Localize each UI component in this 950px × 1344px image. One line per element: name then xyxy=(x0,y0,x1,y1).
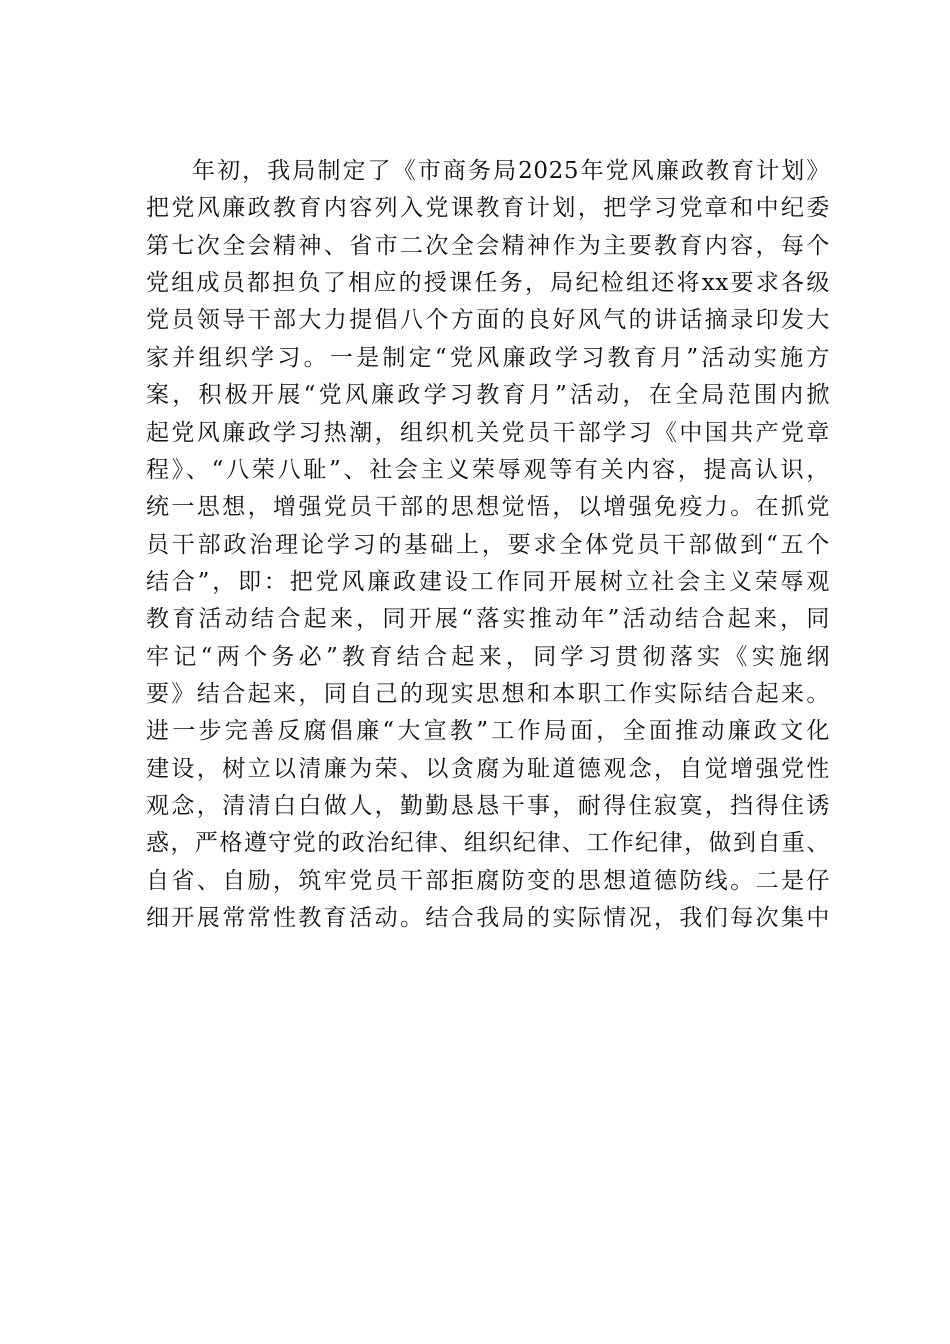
text-line: 结合”，即：把党风廉政建设工作同开展树立社会主义荣辱观 xyxy=(146,568,830,595)
text-line: 第七次全会精神、省市二次全会精神作为主要教育内容，每个 xyxy=(146,232,830,259)
text-line: 党组成员都担负了相应的授课任务，局纪检组还将xx要求各级 xyxy=(146,270,830,297)
text-line: 员干部政治理论学习的基础上，要求全体党员干部做到“五个 xyxy=(146,531,830,558)
text-line: 起党风廉政学习热潮，组织机关党员干部学习《中国共产党章 xyxy=(146,419,830,446)
text-line: 建设，树立以清廉为荣、以贪腐为耻道德观念，自觉增强党性 xyxy=(146,755,830,782)
text-line: 把党风廉政教育内容列入党课教育计划，把学习党章和中纪委 xyxy=(146,195,830,222)
text-line: 细开展常常性教育活动。结合我局的实际情况，我们每次集中 xyxy=(146,905,830,932)
text-line: 牢记“两个务必”教育结合起来，同学习贯彻落实《实施纲 xyxy=(146,643,830,670)
body-paragraph xyxy=(146,153,830,938)
text-line: 要》结合起来，同自己的现实思想和本职工作实际结合起来。 xyxy=(146,681,830,708)
text-line: 年初，我局制定了《市商务局2025年党风廉政教育计划》 xyxy=(192,158,830,184)
text-line: 家并组织学习。一是制定“党风廉政学习教育月”活动实施方 xyxy=(146,344,830,371)
text-line: 案，积极开展“党风廉政学习教育月”活动，在全局范围内掀 xyxy=(146,382,830,409)
text-line: 教育活动结合起来，同开展“落实推动年”活动结合起来，同 xyxy=(146,606,830,633)
text-line: 统一思想，增强党员干部的思想觉悟，以增强免疫力。在抓党 xyxy=(146,494,830,521)
text-line: 自省、自励，筑牢党员干部拒腐防变的思想道德防线。二是仔 xyxy=(146,867,830,894)
text-line: 程》、“八荣八耻”、社会主义荣辱观等有关内容，提高认识， xyxy=(146,456,830,483)
text-line: 观念，清清白白做人，勤勤恳恳干事，耐得住寂寞，挡得住诱 xyxy=(146,793,830,820)
text-line: 党员领导干部大力提倡八个方面的良好风气的讲话摘录印发大 xyxy=(146,307,830,334)
text-line: 进一步完善反腐倡廉“大宣教”工作局面，全面推动廉政文化 xyxy=(146,718,830,745)
text-line: 惑，严格遵守党的政治纪律、组织纪律、工作纪律，做到自重、 xyxy=(146,830,830,857)
